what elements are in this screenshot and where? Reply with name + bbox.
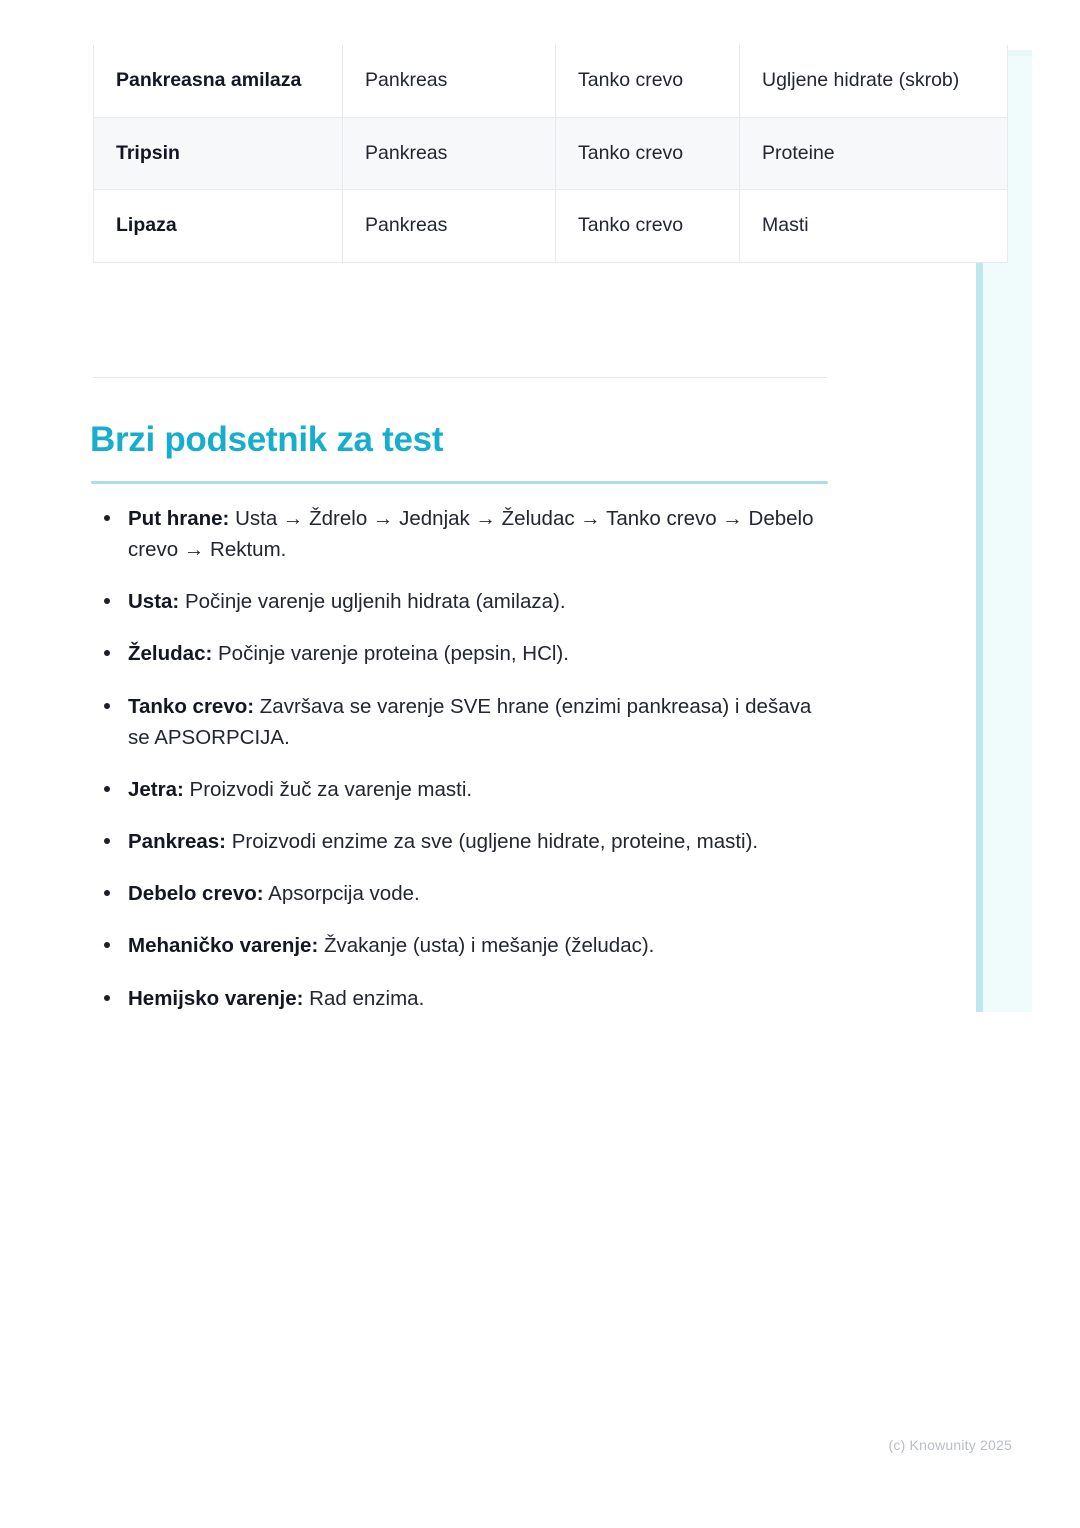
list-item-label: Pankreas: [128, 830, 227, 854]
title-underline [91, 481, 828, 484]
cell-text: Ugljene hidrate (skrob) [762, 69, 960, 91]
list-item-text: Počinje varenje proteina (pepsin, HCl). [212, 642, 569, 666]
table-cell-source [343, 190, 556, 263]
table-cell-substrate [740, 190, 1008, 263]
cell-text: Lipaza [116, 214, 177, 237]
cell-text: Pankreasna amilaza [116, 69, 302, 91]
list-item-text: Završava se varenje SVE hrane (enzimi pankreasa) i dešava se APSORPCIJA. [128, 694, 812, 749]
cell-text: Pankreas [365, 214, 448, 237]
table-cell-site [556, 45, 740, 117]
list-item [95, 774, 835, 805]
table-cell-enzyme [94, 117, 343, 190]
list-item-label: Hemijsko varenje: [128, 986, 304, 1010]
list-item-label: Debelo crevo: [128, 882, 264, 906]
table-cell-site [556, 117, 740, 190]
list-item [95, 983, 835, 1014]
list-item-label: Želudac: [128, 642, 213, 666]
list-item-label: Usta: [128, 590, 180, 614]
list-item [95, 930, 835, 961]
list-item-label: Mehaničko varenje: [128, 934, 319, 958]
summary-list [95, 503, 835, 1035]
cell-text: Tanko crevo [578, 141, 684, 164]
list-item-text: Proizvodi enzime za sve (ugljene hidrate, proteine, masti). [226, 830, 759, 854]
list-item-label: Jetra: [128, 777, 184, 801]
table-row [94, 45, 1008, 117]
list-item [95, 638, 835, 669]
table-cell-enzyme [94, 45, 343, 117]
footer-credit: (c) Knowunity 2025 [888, 1437, 1012, 1453]
list-item [95, 878, 835, 909]
list-item-text: Apsorpcija vode. [263, 882, 420, 906]
cell-text: Pankreas [365, 69, 448, 91]
table-row [94, 190, 1008, 263]
cell-text: Tanko crevo [578, 214, 684, 237]
table-cell-source [343, 117, 556, 190]
cell-text: Tripsin [116, 141, 180, 164]
enzyme-table [93, 45, 1008, 263]
table-row [94, 117, 1008, 190]
list-item [95, 826, 835, 857]
list-item-text: Usta → Ždrelo → Jednjak → Želudac → Tanko crevo → Debelo crevo → Rektum. [128, 507, 814, 562]
cell-text: Proteine [762, 141, 835, 164]
list-item-label: Tanko crevo: [128, 694, 255, 718]
cell-text: Masti [762, 214, 809, 237]
list-item-text: Rad enzima. [303, 986, 425, 1010]
list-item-text: Počinje varenje ugljenih hidrata (amilaza). [179, 590, 566, 614]
cell-text: Pankreas [365, 141, 448, 164]
list-item [95, 691, 835, 753]
list-item [95, 503, 835, 565]
list-item [95, 586, 835, 617]
list-item-label: Put hrane: [128, 507, 230, 530]
table-cell-substrate [740, 45, 1008, 117]
list-item-text: Proizvodi žuč za varenje masti. [183, 777, 473, 801]
enzyme-table-body [94, 45, 1008, 262]
table-cell-source [343, 45, 556, 117]
page-title: Brzi podsetnik za test [90, 420, 444, 459]
table-cell-enzyme [94, 190, 343, 263]
cell-text: Tanko crevo [578, 69, 684, 91]
list-item-text: Žvakanje (usta) i mešanje (želudac). [318, 934, 655, 958]
section-divider [93, 377, 827, 378]
table-cell-site [556, 190, 740, 263]
table-cell-substrate [740, 117, 1008, 190]
